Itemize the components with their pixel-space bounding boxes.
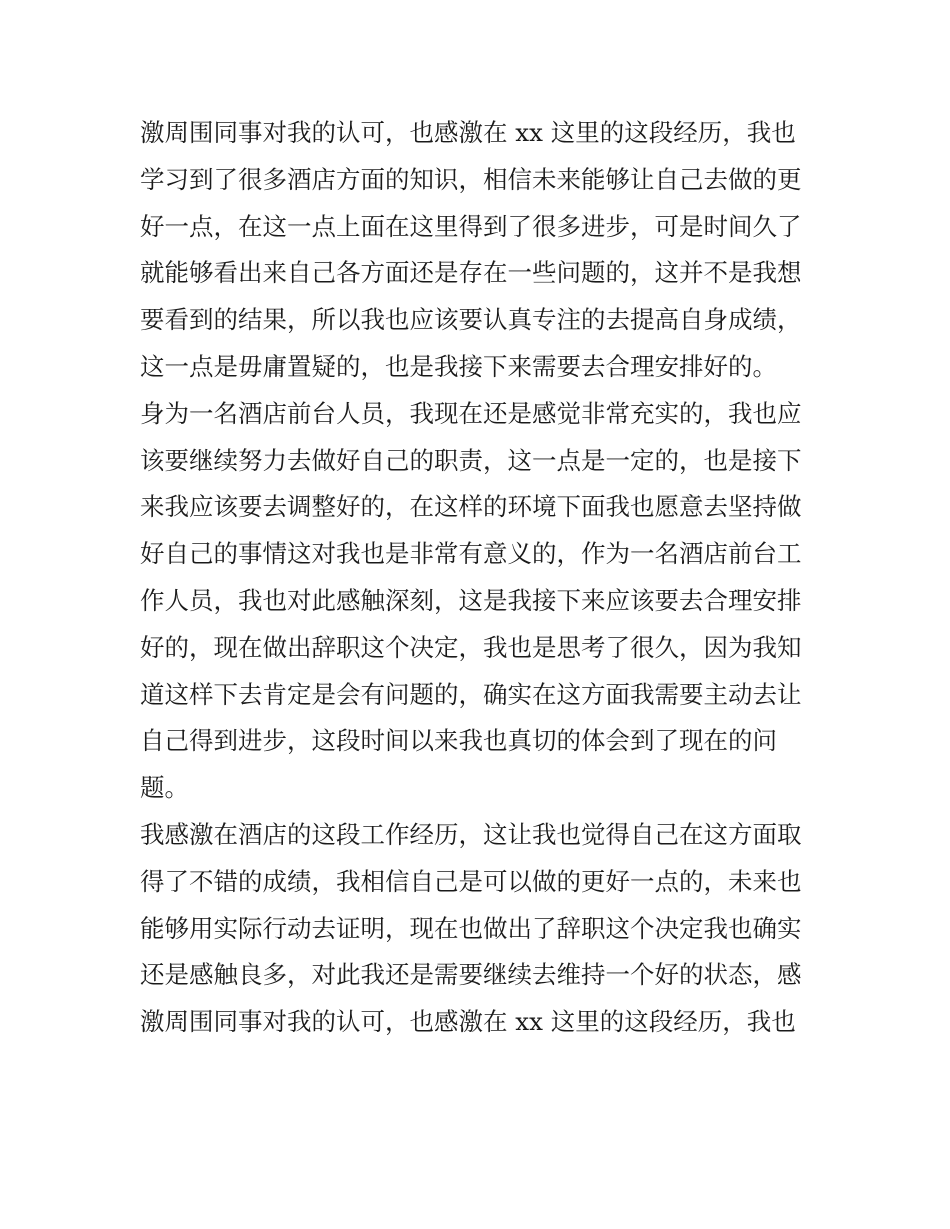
text-line: 来我应该要去调整好的，在这样的环境下面我也愿意去坚持做 xyxy=(140,492,802,522)
text-line: 作人员，我也对此感触深刻，这是我接下来应该要去合理安排 xyxy=(140,585,802,615)
text-line: 就能够看出来自己各方面还是存在一些问题的，这并不是我想 xyxy=(140,258,802,288)
text-line: 题。 xyxy=(140,773,189,803)
text-line: 自己得到进步，这段时间以来我也真切的体会到了现在的问 xyxy=(140,726,777,756)
document-body xyxy=(140,110,820,1046)
text-line: 这一点是毋庸置疑的，也是我接下来需要去合理安排好的。 xyxy=(140,351,777,381)
text-line: 好自己的事情这对我也是非常有意义的，作为一名酒店前台工 xyxy=(140,539,802,569)
text-line: 还是感触良多，对此我还是需要继续去维持一个好的状态，感 xyxy=(140,960,802,990)
text-line: 能够用实际行动去证明，现在也做出了辞职这个决定我也确实 xyxy=(140,913,802,943)
text-line: 好的，现在做出辞职这个决定，我也是思考了很久，因为我知 xyxy=(140,632,802,662)
text-line: 激周围同事对我的认可，也感激在 xx 这里的这段经历，我也 xyxy=(140,118,796,147)
text-line: 激周围同事对我的认可，也感激在 xx 这里的这段经历，我也 xyxy=(140,1007,796,1037)
text-line: 学习到了很多酒店方面的知识，相信未来能够让自己去做的更 xyxy=(140,164,802,194)
text-line: 我感激在酒店的这段工作经历，这让我也觉得自己在这方面取 xyxy=(140,819,802,849)
text-line: 得了不错的成绩，我相信自己是可以做的更好一点的，未来也 xyxy=(140,866,802,896)
text-line: 要看到的结果，所以我也应该要认真专注的去提高自身成绩， xyxy=(140,305,802,335)
text-line: 身为一名酒店前台人员，我现在还是感觉非常充实的，我也应 xyxy=(140,398,802,428)
text-line: 好一点，在这一点上面在这里得到了很多进步，可是时间久了 xyxy=(140,211,802,241)
text-line: 该要继续努力去做好自己的职责，这一点是一定的，也是接下 xyxy=(140,445,802,475)
text-line: 道这样下去肯定是会有问题的，确实在这方面我需要主动去让 xyxy=(140,679,802,709)
